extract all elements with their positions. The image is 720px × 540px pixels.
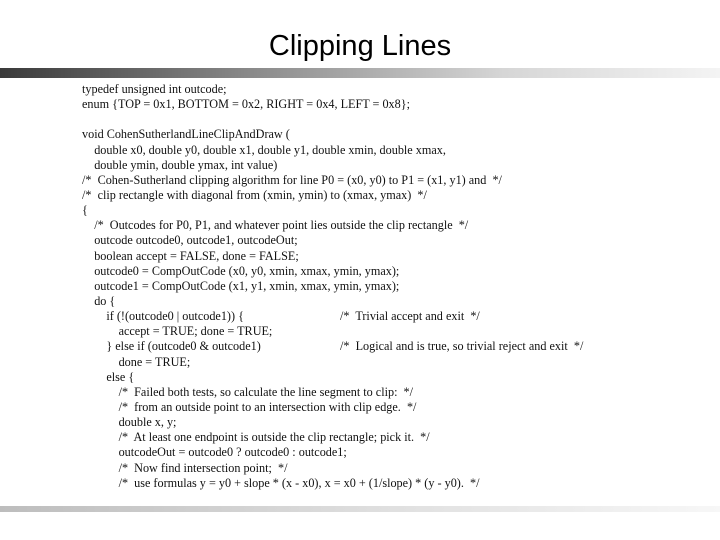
code-comment: /* Trivial accept and exit */: [340, 309, 480, 324]
code-text: /* Cohen-Sutherland clipping algorithm for line P0 = (x0, y0) to P1 = (x1, y1) and */: [82, 172, 502, 187]
code-text: /* from an outside point to an intersection with clip edge. */: [82, 399, 417, 414]
code-line: [82, 430, 602, 445]
code-text: /* Now find intersection point; */: [82, 460, 288, 475]
code-text: outcodeOut = outcode0 ? outcode0 : outcode1;: [82, 445, 347, 460]
code-text: typedef unsigned int outcode;: [82, 82, 227, 96]
code-line: [82, 279, 602, 294]
code-line: [82, 112, 602, 127]
code-text: boolean accept = FALSE, done = FALSE;: [82, 248, 299, 263]
slide-title: Clipping Lines: [268, 30, 452, 62]
title-divider: [0, 68, 720, 78]
code-text: done = TRUE;: [82, 354, 191, 369]
code-line: [82, 127, 602, 142]
code-line: [82, 355, 602, 370]
code-line: [82, 445, 602, 460]
code-text: void CohenSutherlandLineClipAndDraw (: [82, 127, 290, 142]
code-comment: /* Logical and is true, so trivial reject and exit */: [340, 339, 584, 354]
code-text: outcode outcode0, outcode1, outcodeOut;: [82, 233, 298, 248]
code-text: /* At least one endpoint is outside the clip rectangle; pick it. */: [82, 430, 430, 445]
code-text: enum {TOP = 0x1, BOTTOM = 0x2, RIGHT = 0x4, LEFT = 0x8};: [82, 97, 410, 112]
code-line: [82, 461, 602, 476]
code-text: } else if (outcode0 & outcode1): [82, 339, 261, 354]
code-line: [82, 476, 602, 491]
code-line: [82, 143, 602, 158]
code-text: /* use formulas y = y0 + slope * (x - x0), x = x0 + (1/slope) * (y - y0). */: [82, 475, 480, 490]
code-line: [82, 188, 602, 203]
code-line: [82, 82, 602, 97]
code-line: [82, 294, 602, 309]
code-line: [82, 158, 602, 173]
code-listing: [82, 82, 602, 491]
code-line: [82, 385, 602, 400]
code-line: [82, 400, 602, 415]
code-text: /* Outcodes for P0, P1, and whatever point lies outside the clip rectangle */: [82, 218, 469, 233]
code-text: else {: [82, 369, 135, 384]
code-line: [82, 324, 602, 339]
code-text: /* clip rectangle with diagonal from (xmin, ymin) to (xmax, ymax) */: [82, 187, 427, 202]
code-text: outcode0 = CompOutCode (x0, y0, xmin, xmax, ymin, ymax);: [82, 263, 400, 278]
code-line: [82, 97, 602, 112]
code-text: outcode1 = CompOutCode (x1, y1, xmin, xmax, ymin, ymax);: [82, 278, 400, 293]
code-text: if (!(outcode0 | outcode1)) {: [82, 309, 244, 324]
code-line: [82, 264, 602, 279]
code-line: [82, 309, 602, 324]
code-text: double ymin, double ymax, int value): [82, 157, 278, 172]
code-text: accept = TRUE; done = TRUE;: [82, 324, 273, 339]
code-line: [82, 339, 602, 354]
footer-divider: [0, 506, 720, 512]
code-line: [82, 173, 602, 188]
code-text: {: [82, 203, 88, 218]
code-text: double x, y;: [82, 415, 177, 430]
code-text: double x0, double y0, double x1, double y1, double xmin, double xmax,: [82, 142, 446, 157]
code-line: [82, 415, 602, 430]
code-text: do {: [82, 293, 116, 308]
code-line: [82, 370, 602, 385]
code-line: [82, 203, 602, 218]
code-text: /* Failed both tests, so calculate the line segment to clip: */: [82, 384, 414, 399]
code-line: [82, 249, 602, 264]
code-line: [82, 218, 602, 233]
code-line: [82, 233, 602, 248]
